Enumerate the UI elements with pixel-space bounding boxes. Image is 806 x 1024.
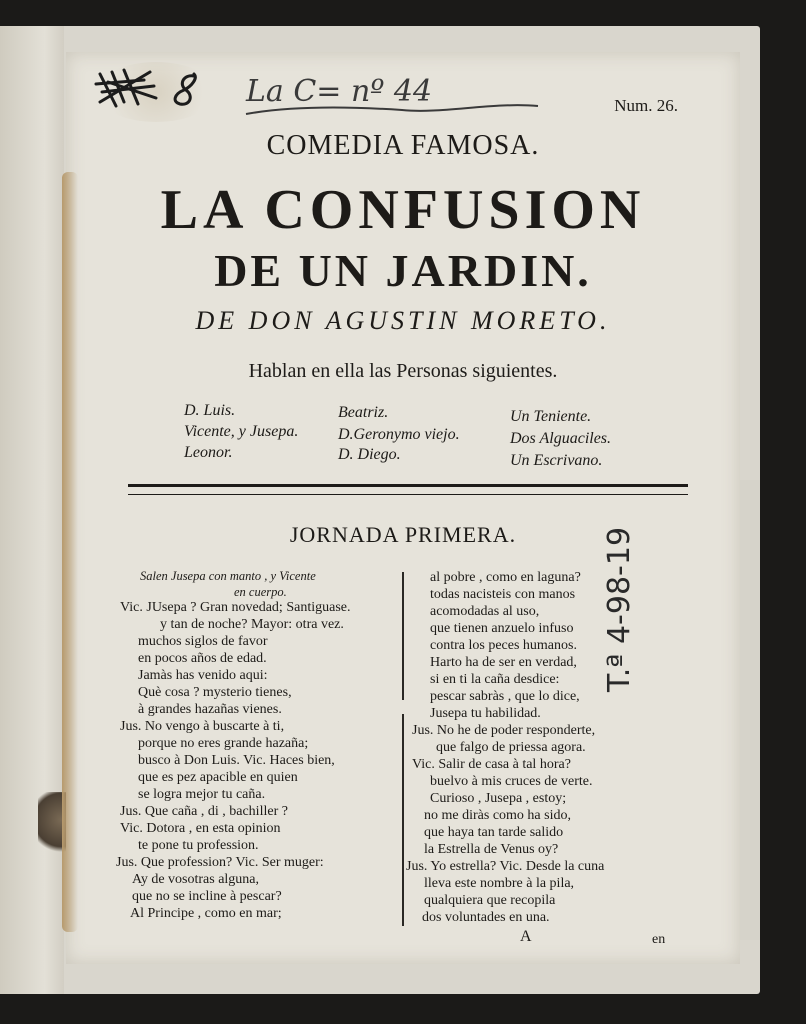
verse-line: al pobre , como en laguna?	[430, 570, 581, 585]
page-number: Num. 26.	[614, 96, 678, 115]
verse-line: que falgo de priessa agora.	[436, 740, 586, 755]
verse-line: que tienen anzuelo infuso	[430, 621, 574, 636]
cast-item: D. Diego.	[338, 446, 401, 463]
verse-line: porque no eres grande hazaña;	[138, 736, 309, 751]
verse-line: Jus. Que profession? Vic. Ser muger:	[116, 855, 324, 870]
cast-item: Un Escrivano.	[510, 452, 603, 469]
column-divider	[402, 572, 404, 926]
verse-line: à grandes hazañas vienes.	[138, 702, 282, 717]
verse-line: Què cosa ? mysterio tienes,	[138, 685, 292, 700]
verse-line: contra los peces humanos.	[430, 638, 577, 653]
verse-line: la Estrella de Venus oy?	[424, 842, 559, 857]
handwritten-underline	[242, 100, 542, 120]
verse-line: te pone tu profession.	[138, 838, 259, 853]
author-line: DE DON AGUSTIN MORETO.	[195, 306, 611, 335]
verse-line: qualquiera que recopila	[424, 893, 556, 908]
cast-item: Leonor.	[184, 444, 233, 461]
title-page	[66, 52, 740, 964]
verse-line: Vic. JUsepa ? Gran novedad; Santiguase.	[120, 600, 351, 615]
verse-line: acomodadas al uso,	[430, 604, 540, 619]
verse-line: busco à Don Luis. Vic. Haces bien,	[138, 753, 335, 768]
verse-line: todas nacisteis con manos	[430, 587, 576, 602]
column-divider-gap	[402, 700, 404, 714]
cast-item: Vicente, y Jusepa.	[184, 423, 299, 440]
verse-line: que haya tan tarde salido	[424, 825, 564, 840]
catchword: en	[652, 932, 666, 947]
stage-direction: Salen Jusepa con manto , y Vicente	[140, 569, 316, 583]
subtitle-comedia: COMEDIA FAMOSA.	[266, 130, 540, 161]
verse-line: y tan de noche? Mayor: otra vez.	[160, 617, 344, 632]
cast-item: Dos Alguaciles.	[510, 430, 612, 447]
verse-line: Al Principe , como en mar;	[130, 906, 282, 921]
handwritten-scribble	[94, 62, 244, 112]
verse-line: Jamàs has venido aqui:	[138, 668, 268, 683]
verse-line: Jus. Yo estrella? Vic. Desde la cuna	[406, 859, 605, 874]
cast-item: Un Teniente.	[510, 408, 592, 425]
verse-line: Jusepa tu habilidad.	[430, 706, 541, 721]
cast-item: D. Luis.	[184, 402, 236, 419]
verse-line: Jus. No he de poder responderte,	[412, 723, 596, 738]
title-line-1: LA CONFUSION	[160, 179, 646, 241]
title-line-2: DE UN JARDIN.	[214, 245, 592, 296]
verse-line: en pocos años de edad.	[138, 651, 267, 666]
stage-direction: en cuerpo.	[234, 585, 287, 599]
handwritten-shelfmark: T.ª 4-98-19	[602, 526, 637, 692]
verse-line: Ay de vosotras alguna,	[132, 872, 260, 887]
verse-line: buelvo à mis cruces de verte.	[430, 774, 593, 789]
verse-line: muchos siglos de favor	[138, 634, 268, 649]
verse-line: si en ti la caña desdice:	[430, 672, 560, 687]
verse-line: se logra mejor tu caña.	[138, 787, 266, 802]
verse-line: Jus. Que caña , di , bachiller ?	[120, 804, 288, 819]
cast-item: D.Geronymo viejo.	[338, 426, 460, 443]
verse-line: lleva este nombre à la pila,	[424, 876, 575, 891]
handwritten-reference: La C= nº 44	[246, 74, 433, 109]
printer-signature: A	[520, 928, 532, 945]
verse-line: que es pez apacible en quien	[138, 770, 298, 785]
verse-line: Vic. Dotora , en esta opinion	[120, 821, 281, 836]
verse-line: Curioso , Jusepa , estoy;	[430, 791, 567, 806]
cast-heading: Hablan en ella las Personas siguientes.	[248, 360, 558, 382]
cast-item: Beatriz.	[338, 404, 389, 421]
verse-line: Harto ha de ser en verdad,	[430, 655, 577, 670]
verse-line: Vic. Salir de casa à tal hora?	[412, 757, 571, 772]
act-heading: JORNADA PRIMERA.	[289, 522, 517, 547]
verse-line: dos voluntades en una.	[422, 910, 550, 925]
verse-line: no me diràs como ha sido,	[424, 808, 571, 823]
verse-line: pescar sabràs , que lo dice,	[430, 689, 580, 704]
verse-line: que no se incline à pescar?	[132, 889, 282, 904]
ornamental-rule	[128, 484, 688, 495]
verse-line: Jus. No vengo à buscarte à ti,	[120, 719, 285, 734]
